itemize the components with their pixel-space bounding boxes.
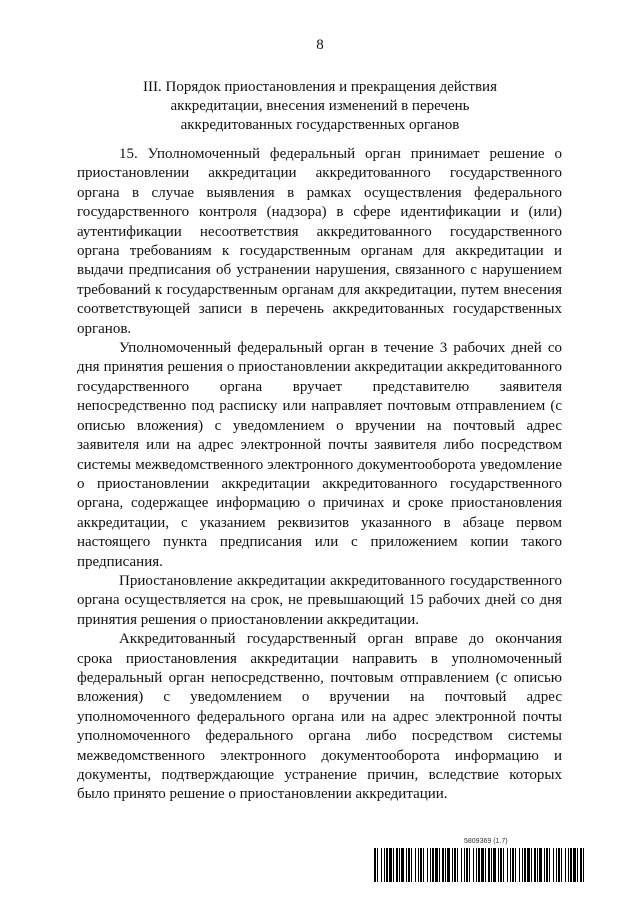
barcode-icon	[374, 848, 586, 882]
page-number: 8	[316, 37, 324, 53]
document-body	[77, 145, 562, 805]
paragraph-clause-15: 15. Уполномоченный федеральный орган принимает решение о приостановлении аккредитации аккредитованного государственного органа в случае выявления в рамках осуществления федерального государственного контроля (надзора) в сфере идентификации и (или) аутентификации несоответствия аккредитованного государственного органа требованиям к государственным органам для аккредитации и выдачи предписания об устранении нарушения, связанного с нарушением требований к государственным органам для аккредитации, путем внесения соответствующей записи в перечень аккредитованных государственных органов.	[77, 146, 562, 337]
section-heading-line: аккредитованных государственных органов	[180, 117, 460, 133]
document-barcode	[374, 838, 586, 884]
barcode-code: 5809369 (1.7)	[464, 838, 508, 845]
section-heading-line: III. Порядок приостановления и прекращения действия	[143, 79, 497, 95]
paragraph-notification: Уполномоченный федеральный орган в течение 3 рабочих дней со дня принятия решения о приостановлении аккредитации аккредитованного государственного органа вручает представителю заявителя непосредственно под расписку или направляет почтовым отправлением (с описью вложения) с уведомлением о вручении на почтовый адрес заявителя или на адрес электронной почты заявителя либо посредством системы межведомственного электронного документооборота уведомление о приостановлении аккредитации аккредитованного государственного органа, содержащее информацию о причинах и сроке приостановления аккредитации, с указанием реквизитов указанного в абзаце первом настоящего пункта предписания или с приложением копии такого предписания.	[77, 340, 562, 570]
paragraph-remediation: Аккредитованный государственный орган вправе до окончания срока приостановления аккредитации направить в уполномоченный федеральный орган непосредственно, почтовым отправлением (с описью вложения) с уведомлением о вручении на почтовый адрес уполномоченного федерального органа или на адрес электронной почты уполномоченного федерального органа либо посредством системы межведомственного электронного документооборота информацию и документы, подтверждающие устранение причин, вследствие которых было принято решение о приостановлении аккредитации.	[77, 631, 562, 803]
paragraph-suspension-term: Приостановление аккредитации аккредитованного государственного органа осуществляется на срок, не превышающий 15 рабочих дней со дня принятия решения о приостановлении аккредитации.	[77, 572, 562, 628]
section-heading-line: аккредитации, внесения изменений в перечень	[170, 98, 470, 114]
section-heading	[100, 78, 540, 135]
